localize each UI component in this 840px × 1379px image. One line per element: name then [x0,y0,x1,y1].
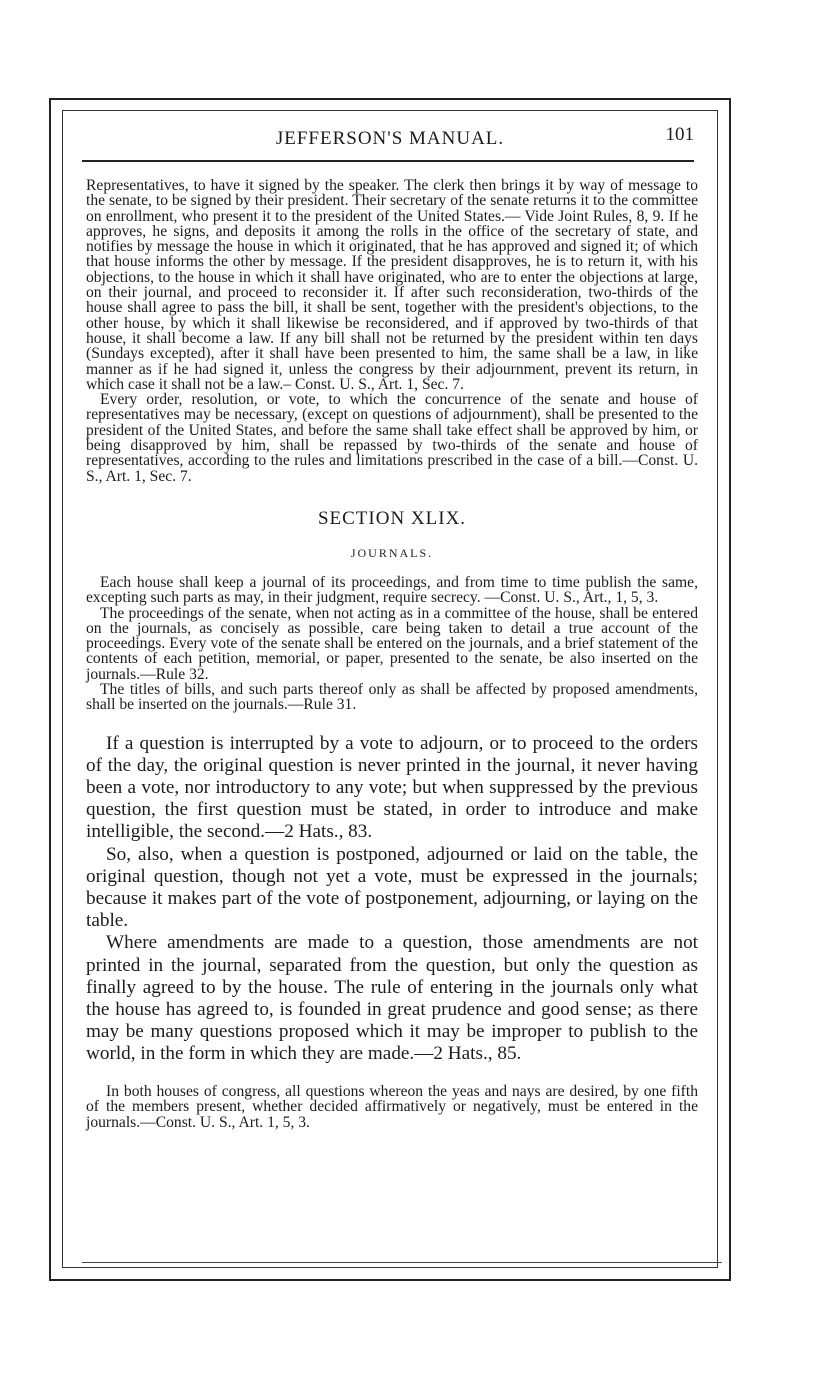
header-rule [82,160,694,162]
section-title: SECTION XLIX. [317,507,467,529]
section-subtitle: JOURNALS. [350,545,434,560]
paragraph: Representatives, to have it signed by the speaker. The clerk then brings it by way of message to the senate, to be signed by their president. Their secretary of the senate returns it to the committee on enrollment, who present it to the president of the United States.— Vide Joint Rules, 8, 9. If he approves, he signs, and deposits it among the rolls in the office of the secretary of state, and notifies by message the house in which it originated, that he has approved and signed it; of which that house informs the other by message. If the president disapproves, he is to return it, with his objections, to the house in which it shall have originated, who are to enter the objections at large, on their journal, and proceed to reconsider it. If after such reconsideration, two-thirds of the house shall agree to pass the bill, it shall be sent, together with the president's objections, to the other house, by which it shall likewise be reconsidered, and if approved by two-thirds of that house, it shall become a law. If any bill shall not be returned by the president within ten days (Sundays excepted), after it shall have been presented to him, the same shall be a law, in like manner as if he had signed it, unless the congress by their adjournment, prevent its return, in which case it shall not be a law.– Const. U. S., Art. 1, Sec. 7. [86,177,698,393]
paragraph: Where amendments are made to a question, those amendments are not printed in the journal, separated from the question, but only the question as finally agreed to by the house. The rule of entering in the journals only what the house has agreed to, is founded in great prudence and good sense; as there may be many questions proposed which it may be improper to publish to the world, in the form in which they are made.—2 Hats., 85. [86,932,698,1065]
journal-rules-block [86,575,698,713]
paragraph: The titles of bills, and such parts thereof only as shall be affected by proposed amendments, shall be inserted on the journals.—Rule 31. [86,681,698,714]
footer-rule [82,1262,722,1263]
running-head: JEFFERSON'S MANUAL. [275,128,505,149]
paragraph: Each house shall keep a journal of its proceedings, and from time to time publish the same, excepting such parts as may, in their judgment, require secrecy. —Const. U. S., Art., 1, 5, 3. [86,573,698,607]
paragraph: In both houses of congress, all questions whereon the yeas and nays are desired, by one fifth of the members present, whether decided affirmatively or negatively, must be entered in the journals.—Const. U. S., Art. 1, 5, 3. [86,1082,698,1131]
paragraph: The proceedings of the senate, when not acting as in a committee of the house, shall be entered on the journals, as concisely as possible, care being taken to detail a true account of the proceedings. Every vote of the senate shall be entered on the journals, and a brief statement of the contents of each petition, memorial, or paper, presented to the senate, be also inserted on the journals.—Rule 32. [86,604,698,683]
top-text-block [86,178,698,484]
page-header [80,120,700,160]
page-body [86,178,698,1130]
page-number: 101 [665,124,694,145]
paragraph: So, also, when a question is postponed, adjourned or laid on the table, the original question, though not yet a vote, must be expressed in the journals; because it makes part of the vote of postponement, adjourning, or laying on the table. [86,843,698,932]
paragraph: If a question is interrupted by a vote to adjourn, or to proceed to the orders of the day, the original question is never printed in the journal, it never having been a vote, nor introductory to any vote; but when suppressed by the previous question, the first question must be stated, in order to introduce and make intelligible, the second.—2 Hats., 83. [86,732,698,843]
commentary-block [86,733,698,1066]
paragraph: Every order, resolution, or vote, to which the concurrence of the senate and house of representatives may be necessary, (except on questions of adjournment), shall be presented to the president of the United States, and before the same shall take effect shall be approved by him, or being disapproved by him, shall be repassed by two-thirds of the senate and house of representatives, according to the rules and limitations prescribed in the case of a bill.—Const. U. S., Art. 1, Sec. 7. [86,391,698,485]
final-rule-block [86,1084,698,1131]
